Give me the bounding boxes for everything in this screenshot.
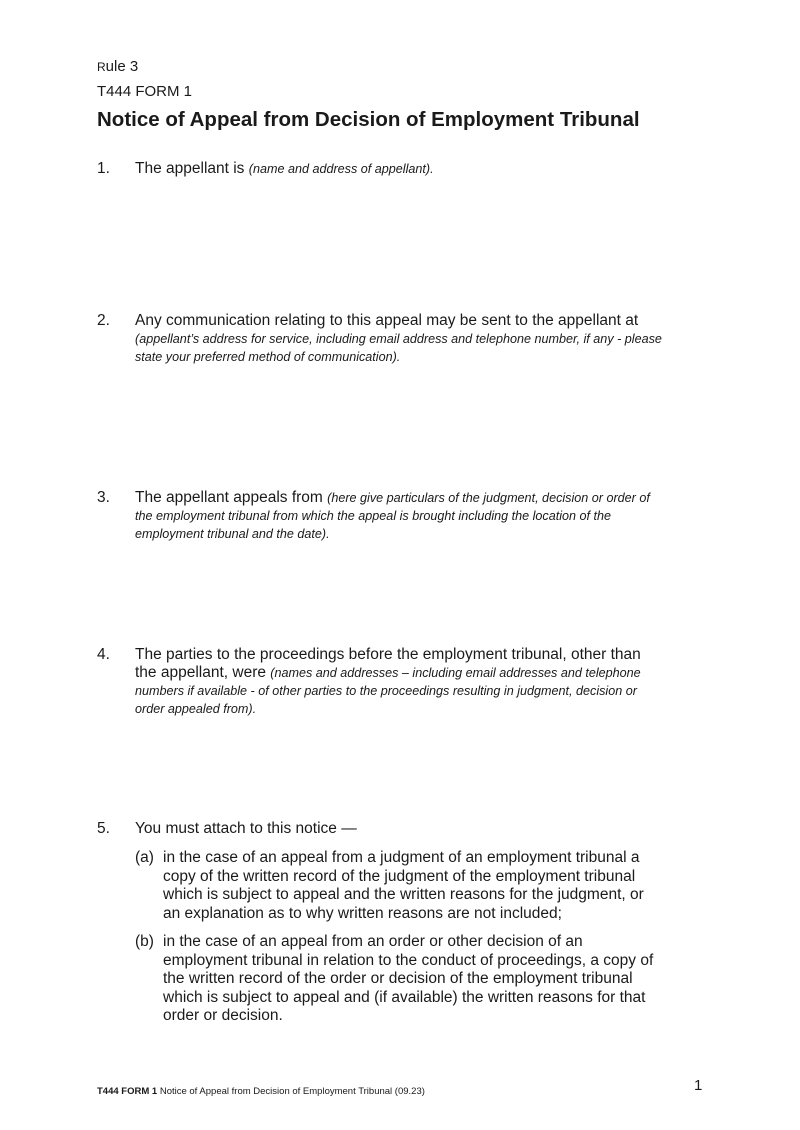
- item-number: 1.: [97, 160, 110, 177]
- subitem-text: in the case of an appeal from an order or other decision of an employment tribunal in relation to the conduct of proceedings, a copy of the written record of the order or decision of the employment tribunal which is subject to appeal and (if available) the written reasons for that order or decision.: [163, 933, 654, 1025]
- subitem-label: (a): [135, 849, 154, 866]
- item-text: [135, 820, 665, 838]
- form-code: T444 FORM 1: [97, 83, 193, 100]
- item-lead: Any communication relating to this appeal may be sent to the appellant at: [135, 312, 639, 329]
- page-footer: [97, 1086, 425, 1097]
- rule-text: ule 3: [105, 58, 139, 75]
- document-title: Notice of Appeal from Decision of Employment Tribunal: [97, 108, 640, 131]
- footer-form-code: T444 FORM 1: [97, 1086, 158, 1097]
- item-number: 3.: [97, 489, 110, 506]
- item-text: [135, 489, 665, 543]
- item-hint: (name and address of appellant).: [248, 162, 434, 176]
- rule-first-letter: R: [97, 60, 106, 74]
- subitem-text: in the case of an appeal from a judgment of an employment tribunal a copy of the written record of the judgment of the employment tribunal which is subject to appeal and the written reasons for the judgment, or an explanation as to why written reasons are not included;: [163, 849, 644, 922]
- item-hint: (names and addresses – including email addresses and telephone numbers if available - of other parties to the proceedings resulting in judgment, decision or order appealed from).: [135, 666, 641, 716]
- item-lead: The appellant appeals from: [135, 489, 328, 506]
- item-lead: You must attach to this notice —: [135, 820, 357, 837]
- item-lead: The appellant is: [135, 160, 249, 177]
- rule-reference: [97, 58, 138, 75]
- page-number: 1: [694, 1077, 703, 1094]
- item-hint: (appellant’s address for service, including email address and telephone number, if any - please state your preferred method of communication).: [135, 332, 662, 364]
- subitem-label: (b): [135, 933, 154, 950]
- footer-description: Notice of Appeal from Decision of Employment Tribunal (09.23): [157, 1086, 425, 1097]
- item-text: [135, 160, 665, 178]
- item-hint: (here give particulars of the judgment, decision or order of the employment tribunal from which the appeal is brought including the location of the employment tribunal and the date).: [135, 491, 650, 541]
- item-text: [135, 312, 665, 366]
- item-text: [135, 646, 665, 718]
- item-lead: The parties to the proceedings before the employment tribunal, other than the appellant, were: [135, 646, 641, 681]
- item-number: 5.: [97, 820, 110, 837]
- item-number: 2.: [97, 312, 110, 329]
- item-number: 4.: [97, 646, 110, 663]
